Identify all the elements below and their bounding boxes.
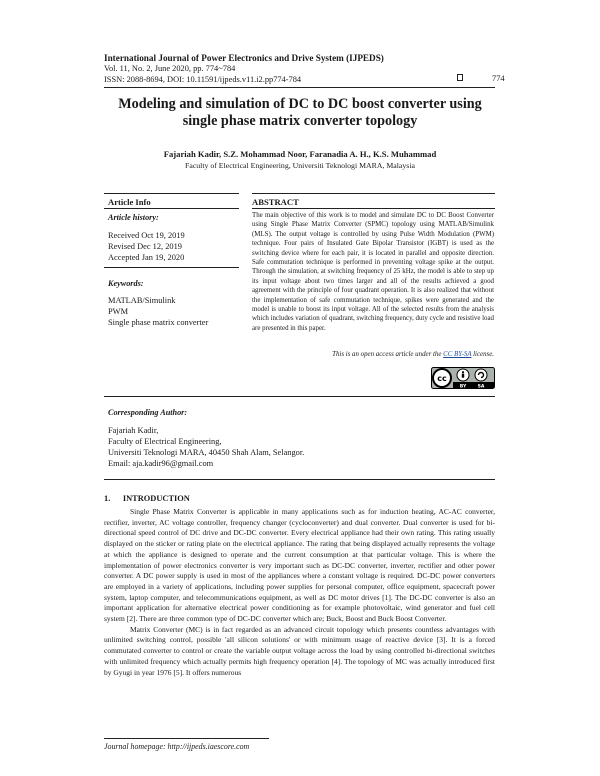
issn-doi-line: ISSN: 2088-8694, DOI: 10.11591/ijpeds.v11.i2.pp774-784: [104, 75, 302, 84]
abstract-heading: ABSTRACT: [252, 197, 299, 207]
sa-label: SA: [477, 384, 485, 389]
journal-homepage[interactable]: Journal homepage: http://ijpeds.iaescore.com: [104, 742, 250, 751]
page-box-icon: [457, 74, 463, 81]
journal-name: International Journal of Power Electronics and Drive System (IJPEDS): [104, 53, 384, 63]
introduction-heading: 1. INTRODUCTION: [104, 494, 190, 503]
corresponding-author-label: Corresponding Author:: [108, 408, 188, 417]
by-label: BY: [459, 384, 467, 389]
keyword-item: PWM: [108, 307, 129, 316]
abstract-top-rule: [252, 193, 495, 194]
received-date: Received Oct 19, 2019: [108, 231, 185, 240]
footer-rule: [104, 738, 269, 739]
article-history-label: Article history:: [108, 213, 159, 222]
info-top-rule: [104, 193, 239, 194]
intro-paragraph-2: Matrix Converter (MC) is in fact regarded as an advanced circuit topology which presents countless advantages with unlimited switching control, possible 'all silicon solutions' or with minimum usage of reactive device [3]. It is a forced commutated converter to control or create the variable output voltage across the load by using controlled bi-directional switches with unlimited frequency which actually permits high frequency operation [4]. The topology of MC was actually introduced first by Gyugi in year 1976 [5]. It offers numerous: [104, 624, 495, 677]
header-rule: [104, 87, 495, 88]
corresponding-author-block: [108, 425, 304, 469]
author-address: Universiti Teknologi MARA, 40450 Shah Alam, Selangor.: [108, 448, 305, 457]
abstract-heading-rule: [252, 208, 495, 209]
cc-glyph: cc: [437, 374, 447, 383]
keywords-label: Keywords:: [108, 279, 144, 288]
license-suffix: license.: [471, 351, 494, 358]
keyword-item: MATLAB/Simulink: [108, 296, 176, 305]
authors: Fajariah Kadir, S.Z. Mohammad Noor, Faranadia A. H., K.S. Muhammad: [163, 149, 437, 159]
abstract-bottom-rule: [104, 396, 495, 397]
history-rule: [104, 267, 239, 268]
author-faculty: Faculty of Electrical Engineering,: [108, 437, 222, 446]
volume-line: Vol. 11, No. 2, June 2020, pp. 774~784: [104, 64, 236, 73]
intro-paragraph-1: Single Phase Matrix Converter is applicable in many applications such as for induction heating, AC-AC converter, rectifier, inverter, AC voltage controller, frequency changer (cycloconverter) and dual converter. Dual converter is used for bi-directional speed control of DC drive and DC-DC converter. Every electrical appliance had their own rating. This rating usually displayed on the sticker or rating plate on the electrical appliance. The rating that being displayed actually represents the voltage at which the appliance is designed to operate and the current consumption at that particular voltage. This is where the implementation of power electronics converter is very important such as DC-DC converter, inverter, rectifier and other power converter. A DC power supply is used in most of the appliances where a constant voltage is required. DC-DC power converters are employed in a variety of applications, including power supplies for personal computer, office equipment, spacecraft power system, laptop computer, and telecommunications equipment, as well as DC motor drives [1]. The DC-DC converter is also an important application for alternative electrical power conditioning as for example photovoltaic, wind generator and fuel cell system [2]. There are three common type of DC-DC converter which are; Buck, Boost and Buck Boost Converter.: [104, 507, 495, 624]
affiliation: Faculty of Electrical Engineering, Universiti Teknologi MARA, Malaysia: [185, 161, 415, 170]
revised-date: Revised Dec 12, 2019: [108, 242, 182, 251]
introduction-body: [104, 507, 495, 678]
license-statement: [252, 351, 494, 358]
cc-by-sa-badge-icon[interactable]: [431, 367, 495, 389]
title-line-1: Modeling and simulation of DC to DC boost converter using: [118, 96, 482, 112]
accepted-date: Accepted Jan 19, 2020: [108, 253, 185, 262]
by-person-body-icon: [462, 374, 464, 378]
info-heading-rule: [104, 208, 239, 209]
author-name: Fajariah Kadir,: [108, 426, 159, 435]
license-prefix: This is an open access article under the: [332, 351, 444, 358]
article-info-heading: Article Info: [108, 197, 151, 207]
author-email: Email: aja.kadir96@gmail.com: [108, 459, 214, 468]
history-dates: [108, 230, 185, 263]
abstract-text: The main objective of this work is to model and simulate DC to DC Boost Converter using Single Phase Matrix Converter (SPMC) topology using MATLAB/Simulink (MLS). The output voltage is controlled by using Pulse Width Modulation (PWM) technique. Four pairs of Insulated Gate Bipolar Transistor (IGBT) is used as the switching device where for each pair, it is located in parallel and opposite direction. Safe commutation technique is performed in preventing voltage spike at the output. Through the simulation, at switching frequency of 25 kHz, the model is able to step up its input voltage about two times larger and all of the results achieved a good agreement with the principle of four quadrant operation. It is also realized that without the implementation of safe commutation technique, spikes were generated and the model is unable to boost its input voltage. All of the selected results from the analysis which includes variation of quadrant, switching frequency, duty cycle and resistive load are presented in this paper.: [252, 212, 494, 332]
page-number: 774: [492, 74, 505, 83]
keyword-item: Single phase matrix converter: [108, 318, 209, 327]
paper-title: [100, 96, 500, 130]
keywords-list: [108, 295, 208, 328]
cc-by-sa-link[interactable]: CC BY-SA: [443, 351, 472, 358]
by-person-icon: [462, 371, 464, 373]
author-bottom-rule: [104, 479, 495, 480]
title-line-2: single phase matrix converter topology: [182, 113, 418, 129]
